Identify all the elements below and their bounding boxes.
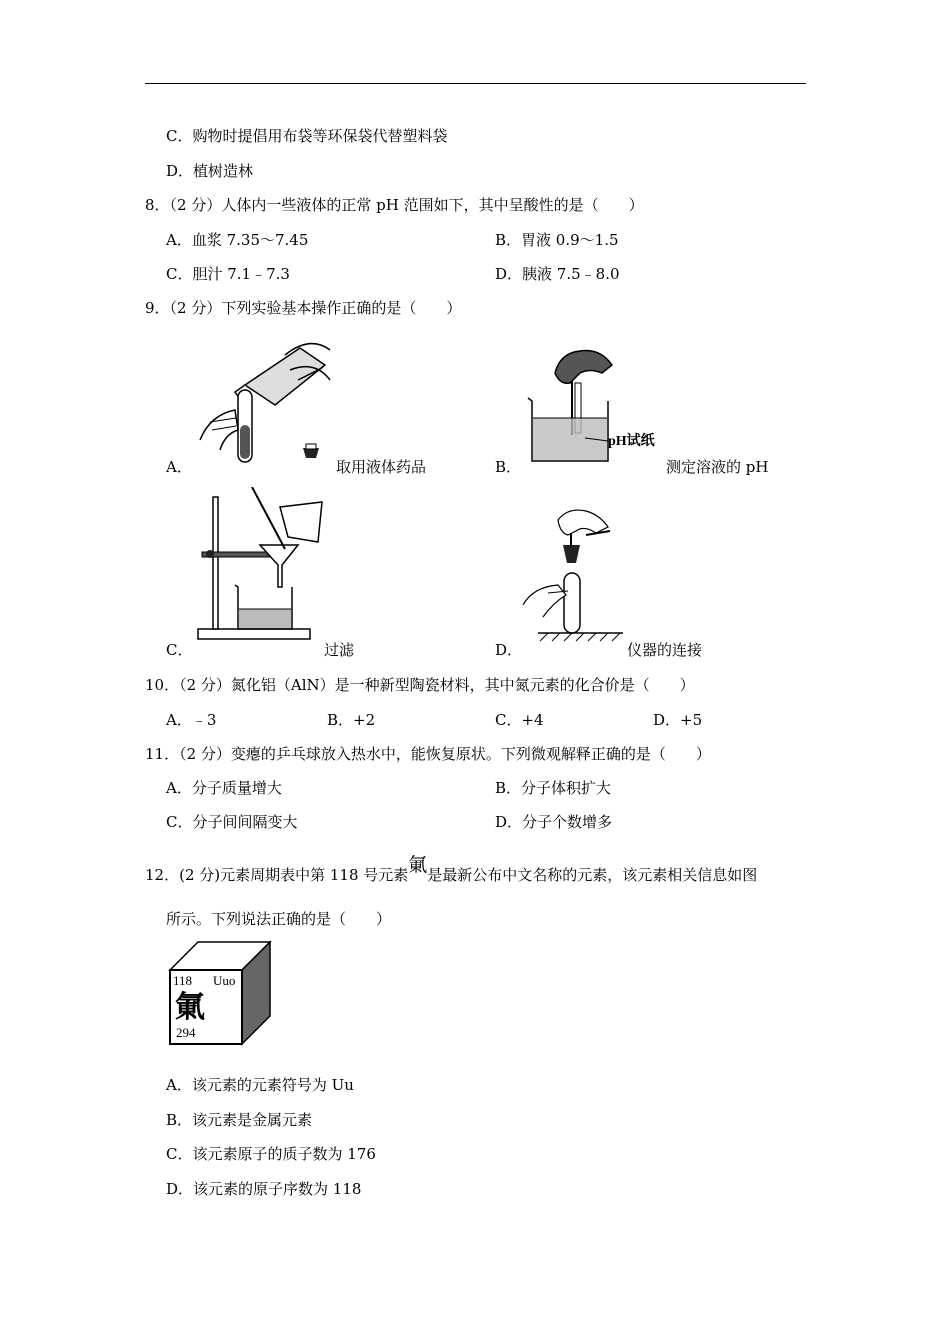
q12-element-char: 氭 — [408, 854, 428, 876]
q10-option-b: B．+2 — [327, 711, 376, 729]
q9-option-d-caption: 仪器的连接 — [627, 641, 703, 659]
q8-option-b: B．胃液 0.9～1.5 — [495, 231, 619, 249]
q12-option-c: C．该元素原子的质子数为 176 — [166, 1145, 376, 1163]
q9-option-b-caption: 测定溶液的 pH — [666, 458, 769, 476]
q10-option-d: D．+5 — [653, 711, 703, 729]
q9-option-a-letter: A． — [166, 458, 192, 476]
q7-option-d: D．植树造林 — [166, 162, 254, 180]
q8-stem: 8．（2 分）人体内一些液体的正常 pH 范围如下，其中呈酸性的是（ ） — [145, 196, 644, 214]
q12-stem-line1 — [145, 854, 758, 885]
q12-card-number: 118 — [173, 973, 193, 988]
q10-stem: 10．（2 分）氮化铝（AlN）是一种新型陶瓷材料，其中氮元素的化合价是（ ） — [145, 676, 695, 694]
q11-option-d: D．分子个数增多 — [495, 813, 613, 831]
q12-stem-post: 是最新公布中文名称的元素，该元素相关信息如图 — [427, 866, 758, 884]
q12-element-card — [168, 940, 274, 1046]
q10-option-c: C．+4 — [495, 711, 544, 729]
q12-option-b: B．该元素是金属元素 — [166, 1111, 313, 1129]
q9-option-a-caption: 取用液体药品 — [336, 458, 427, 476]
header-rule — [145, 83, 806, 84]
q7-option-c: C．购物时提倡用布袋等环保袋代替塑料袋 — [166, 127, 448, 145]
q12-stem-pre: 12．(2 分)元素周期表中第 118 号元素 — [145, 866, 409, 884]
q11-option-b: B．分子体积扩大 — [495, 779, 612, 797]
q8-option-d: D．胰液 7.5﹣8.0 — [495, 265, 620, 283]
q9-figure-a-pouring-liquid — [190, 330, 340, 470]
q9-option-c-letter: C． — [166, 641, 193, 659]
q8-option-c: C．胆汁 7.1﹣7.3 — [166, 265, 290, 283]
q9-option-c-caption: 过滤 — [324, 641, 355, 659]
q12-card-mass: 294 — [176, 1025, 196, 1040]
q9-option-d-letter: D． — [495, 641, 523, 659]
q8-option-a: A．血浆 7.35～7.45 — [166, 231, 309, 249]
q9-figure-b-ph-test — [520, 343, 670, 470]
q9-figure-d-instrument-connection — [518, 505, 623, 645]
q12-card-symbol: Uuo — [213, 973, 236, 988]
q12-option-a: A．该元素的元素符号为 Uu — [166, 1076, 354, 1094]
q10-option-a: A．﹣3 — [166, 711, 217, 729]
q12-option-d: D．该元素的原子序数为 118 — [166, 1180, 362, 1198]
q12-stem-line2: 所示。下列说法正确的是（ ） — [166, 910, 392, 928]
q12-card-name: 氭 — [175, 990, 205, 1025]
q9-figure-b-label: pH试纸 — [608, 434, 655, 449]
q11-option-c: C．分子间间隔变大 — [166, 813, 298, 831]
q11-option-a: A．分子质量增大 — [166, 779, 282, 797]
q9-option-b-letter: B． — [495, 458, 522, 476]
q9-stem: 9．（2 分）下列实验基本操作正确的是（ ） — [145, 299, 462, 317]
q11-stem: 11．（2 分）变瘪的乒乓球放入热水中，能恢复原状。下列微观解释正确的是（ ） — [145, 745, 711, 763]
q9-figure-c-filtration — [190, 487, 325, 647]
